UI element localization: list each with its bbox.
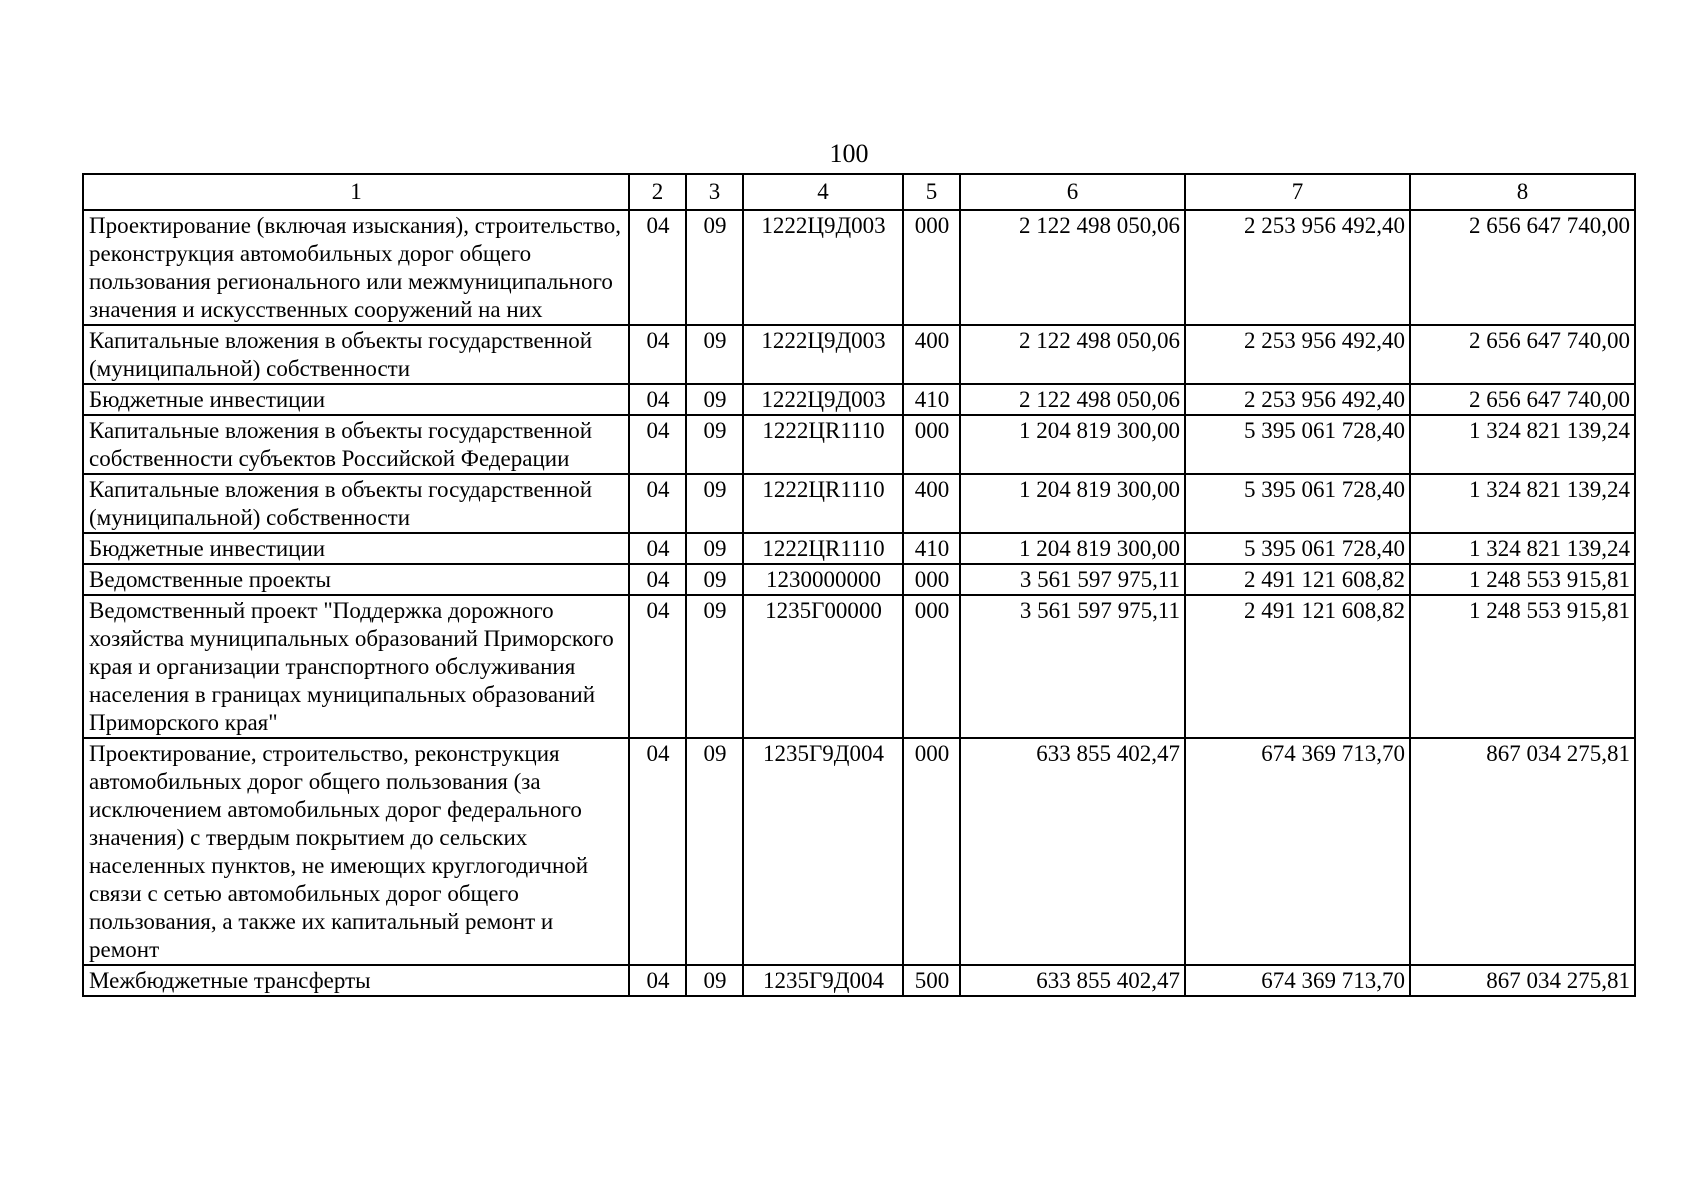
- target-item-code: 1222Ц9Д003: [743, 384, 903, 415]
- section-code: 04: [629, 325, 686, 384]
- amount-col-6: 2 122 498 050,06: [960, 325, 1185, 384]
- amount-col-7: 2 491 121 608,82: [1185, 564, 1410, 595]
- expense-type-code: 400: [903, 474, 960, 533]
- section-code: 04: [629, 533, 686, 564]
- amount-col-7: 674 369 713,70: [1185, 965, 1410, 996]
- expense-type-code: 410: [903, 533, 960, 564]
- amount-col-8: 1 324 821 139,24: [1410, 415, 1635, 474]
- table-row: [83, 595, 1635, 738]
- row-name: Проектирование, строительство, реконструкция автомобильных дорог общего пользования (за исключением автомобильных дорог федерального значения) с твердым покрытием до сельских населенных пунктов, не имеющих круглогодичной связи с сетью автомобильных дорог общего пользования, а также их капитальный ремонт и ремонт: [83, 738, 629, 965]
- target-item-code: 1222Ц9Д003: [743, 325, 903, 384]
- row-name: Ведомственный проект "Поддержка дорожного хозяйства муниципальных образований Приморского края и организации транспортного обслуживания населения в границах муниципальных образований Приморского края": [83, 595, 629, 738]
- column-header-2: 2: [629, 174, 686, 210]
- amount-col-6: 3 561 597 975,11: [960, 564, 1185, 595]
- table-row: [83, 210, 1635, 325]
- row-name: Межбюджетные трансферты: [83, 965, 629, 996]
- row-name: Проектирование (включая изыскания), строительство, реконструкция автомобильных дорог общего пользования регионального или межмуниципального значения и искусственных сооружений на них: [83, 210, 629, 325]
- amount-col-6: 1 204 819 300,00: [960, 415, 1185, 474]
- subsection-code: 09: [686, 595, 743, 738]
- amount-col-8: 2 656 647 740,00: [1410, 210, 1635, 325]
- amount-col-8: 1 324 821 139,24: [1410, 533, 1635, 564]
- section-code: 04: [629, 474, 686, 533]
- amount-col-7: 2 253 956 492,40: [1185, 384, 1410, 415]
- amount-col-8: 867 034 275,81: [1410, 965, 1635, 996]
- budget-table: [82, 173, 1636, 997]
- section-code: 04: [629, 965, 686, 996]
- row-name: Капитальные вложения в объекты государственной собственности субъектов Российской Федерации: [83, 415, 629, 474]
- subsection-code: 09: [686, 384, 743, 415]
- amount-col-8: 1 324 821 139,24: [1410, 474, 1635, 533]
- row-name: Бюджетные инвестиции: [83, 533, 629, 564]
- amount-col-6: 3 561 597 975,11: [960, 595, 1185, 738]
- amount-col-7: 2 253 956 492,40: [1185, 325, 1410, 384]
- section-code: 04: [629, 384, 686, 415]
- subsection-code: 09: [686, 533, 743, 564]
- section-code: 04: [629, 564, 686, 595]
- table-row: [83, 384, 1635, 415]
- amount-col-7: 5 395 061 728,40: [1185, 533, 1410, 564]
- amount-col-8: 867 034 275,81: [1410, 738, 1635, 965]
- column-header-1: 1: [83, 174, 629, 210]
- amount-col-6: 1 204 819 300,00: [960, 474, 1185, 533]
- column-header-4: 4: [743, 174, 903, 210]
- expense-type-code: 000: [903, 738, 960, 965]
- section-code: 04: [629, 738, 686, 965]
- amount-col-8: 1 248 553 915,81: [1410, 595, 1635, 738]
- amount-col-6: 633 855 402,47: [960, 738, 1185, 965]
- column-header-5: 5: [903, 174, 960, 210]
- target-item-code: 1235Г00000: [743, 595, 903, 738]
- table-row: [83, 965, 1635, 996]
- subsection-code: 09: [686, 965, 743, 996]
- table-row: [83, 325, 1635, 384]
- amount-col-6: 2 122 498 050,06: [960, 210, 1185, 325]
- row-name: Бюджетные инвестиции: [83, 384, 629, 415]
- expense-type-code: 000: [903, 595, 960, 738]
- subsection-code: 09: [686, 738, 743, 965]
- expense-type-code: 500: [903, 965, 960, 996]
- column-header-8: 8: [1410, 174, 1635, 210]
- row-name: Ведомственные проекты: [83, 564, 629, 595]
- target-item-code: 1230000000: [743, 564, 903, 595]
- target-item-code: 1222ЦR1110: [743, 533, 903, 564]
- header-row: [83, 174, 1635, 210]
- section-code: 04: [629, 595, 686, 738]
- subsection-code: 09: [686, 210, 743, 325]
- amount-col-6: 633 855 402,47: [960, 965, 1185, 996]
- table-row: [83, 415, 1635, 474]
- expense-type-code: 000: [903, 564, 960, 595]
- amount-col-6: 2 122 498 050,06: [960, 384, 1185, 415]
- table-row: [83, 474, 1635, 533]
- row-name: Капитальные вложения в объекты государственной (муниципальной) собственности: [83, 474, 629, 533]
- column-header-7: 7: [1185, 174, 1410, 210]
- section-code: 04: [629, 210, 686, 325]
- target-item-code: 1222Ц9Д003: [743, 210, 903, 325]
- amount-col-6: 1 204 819 300,00: [960, 533, 1185, 564]
- amount-col-8: 2 656 647 740,00: [1410, 384, 1635, 415]
- amount-col-7: 674 369 713,70: [1185, 738, 1410, 965]
- target-item-code: 1222ЦR1110: [743, 474, 903, 533]
- expense-type-code: 000: [903, 210, 960, 325]
- subsection-code: 09: [686, 564, 743, 595]
- subsection-code: 09: [686, 415, 743, 474]
- table-row: [83, 738, 1635, 965]
- subsection-code: 09: [686, 325, 743, 384]
- column-header-6: 6: [960, 174, 1185, 210]
- target-item-code: 1235Г9Д004: [743, 738, 903, 965]
- amount-col-8: 2 656 647 740,00: [1410, 325, 1635, 384]
- expense-type-code: 410: [903, 384, 960, 415]
- table-row: [83, 564, 1635, 595]
- section-code: 04: [629, 415, 686, 474]
- amount-col-8: 1 248 553 915,81: [1410, 564, 1635, 595]
- amount-col-7: 5 395 061 728,40: [1185, 415, 1410, 474]
- target-item-code: 1222ЦR1110: [743, 415, 903, 474]
- page-number: 100: [829, 139, 869, 168]
- subsection-code: 09: [686, 474, 743, 533]
- target-item-code: 1235Г9Д004: [743, 965, 903, 996]
- table-row: [83, 533, 1635, 564]
- amount-col-7: 5 395 061 728,40: [1185, 474, 1410, 533]
- row-name: Капитальные вложения в объекты государственной (муниципальной) собственности: [83, 325, 629, 384]
- expense-type-code: 400: [903, 325, 960, 384]
- column-header-3: 3: [686, 174, 743, 210]
- amount-col-7: 2 253 956 492,40: [1185, 210, 1410, 325]
- amount-col-7: 2 491 121 608,82: [1185, 595, 1410, 738]
- expense-type-code: 000: [903, 415, 960, 474]
